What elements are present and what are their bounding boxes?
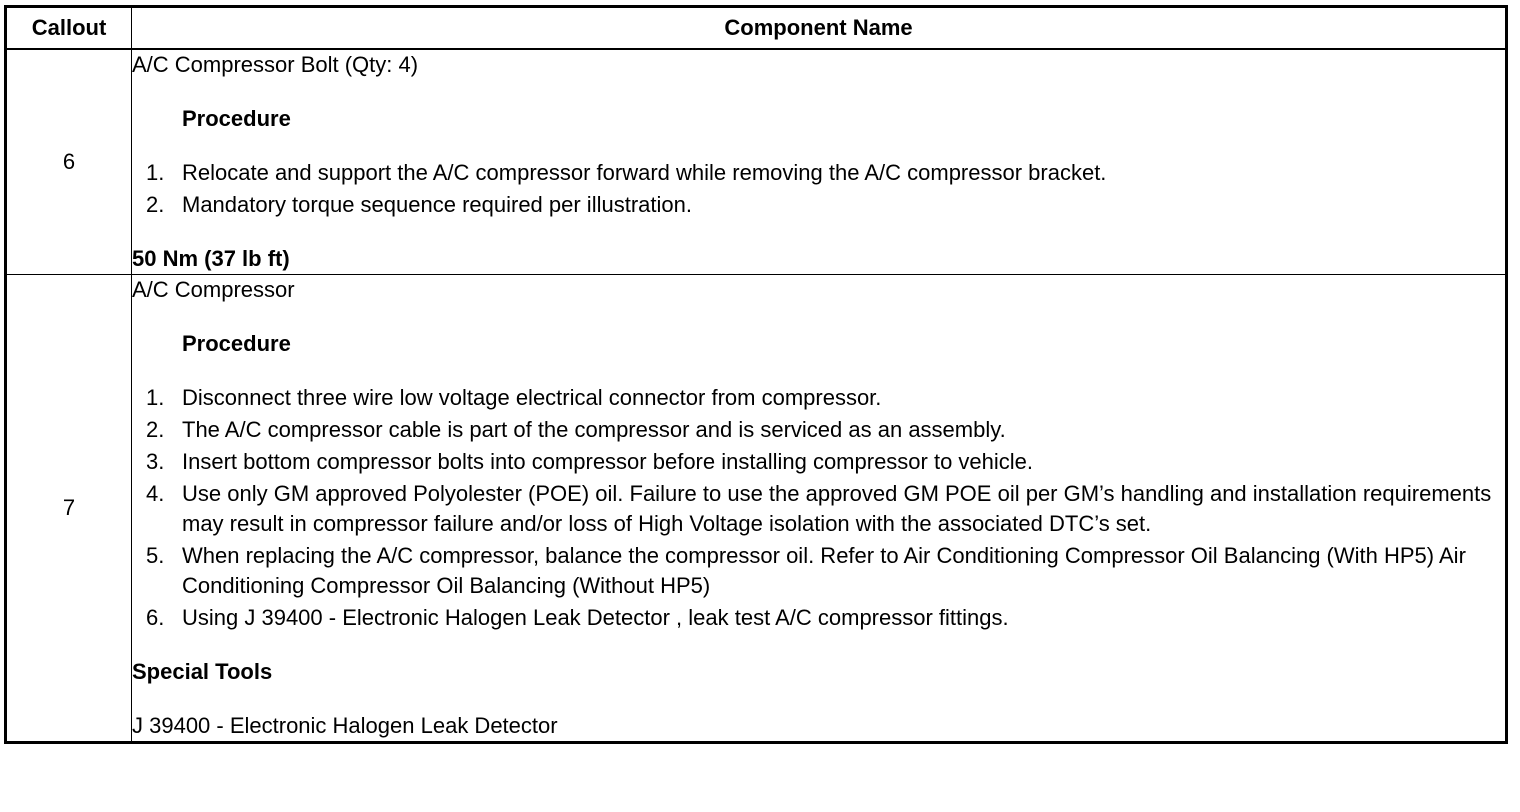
torque-spec: 50 Nm (37 lb ft)	[132, 246, 290, 271]
callout-column-header: Callout	[6, 7, 132, 50]
step-text: Using J 39400 - Electronic Halogen Leak Detector , leak test A/C compressor fittings.	[182, 605, 1009, 630]
step-text: When replacing the A/C compressor, balance the compressor oil. Refer to Air Conditioning Compressor Oil Balancing (With HP5) Air Conditioning Compressor Oil Balancing (Without HP5)	[182, 543, 1466, 598]
special-tools-heading: Special Tools	[132, 659, 273, 684]
component-cell	[132, 275, 1507, 743]
procedure-step	[132, 479, 1505, 539]
step-text: Use only GM approved Polyolester (POE) oil. Failure to use the approved GM POE oil per GM’s handling and installation requirements may result in compressor failure and/or loss of High Voltage isolation with the associated DTC’s set.	[182, 481, 1492, 536]
callout-number: 7	[6, 275, 132, 743]
step-text: The A/C compressor cable is part of the compressor and is serviced as an assembly.	[182, 417, 1006, 442]
step-number: 2.	[146, 417, 165, 442]
procedure-step	[132, 603, 1505, 633]
step-number: 5.	[146, 543, 165, 568]
step-text: Relocate and support the A/C compressor forward while removing the A/C compressor bracket.	[182, 160, 1107, 185]
procedure-step	[132, 158, 1505, 188]
step-number: 2.	[146, 192, 165, 217]
component-title: A/C Compressor Bolt (Qty: 4)	[132, 52, 419, 77]
step-text: Disconnect three wire low voltage electrical connector from compressor.	[182, 385, 882, 410]
step-text: Insert bottom compressor bolts into compressor before installing compressor to vehicle.	[182, 449, 1034, 474]
table-row	[6, 275, 1507, 743]
step-number: 6.	[146, 605, 165, 630]
callout-number: 6	[6, 49, 132, 275]
step-number: 3.	[146, 449, 165, 474]
procedure-steps	[132, 383, 1505, 633]
table-row	[6, 49, 1507, 275]
procedure-step	[132, 415, 1505, 445]
procedure-step	[132, 447, 1505, 477]
component-cell	[132, 49, 1507, 275]
table-header-row	[6, 7, 1507, 50]
special-tool-item: J 39400 - Electronic Halogen Leak Detector	[132, 713, 558, 738]
procedure-step	[132, 190, 1505, 220]
step-number: 4.	[146, 481, 165, 506]
step-number: 1.	[146, 385, 165, 410]
procedure-steps	[132, 158, 1505, 220]
component-name-column-header: Component Name	[132, 7, 1507, 50]
step-number: 1.	[146, 160, 165, 185]
procedure-step	[132, 541, 1505, 601]
step-text: Mandatory torque sequence required per illustration.	[182, 192, 692, 217]
procedure-heading: Procedure	[182, 106, 291, 131]
procedure-step	[132, 383, 1505, 413]
callout-component-table	[4, 5, 1508, 744]
procedure-heading: Procedure	[182, 331, 291, 356]
component-title: A/C Compressor	[132, 277, 295, 302]
